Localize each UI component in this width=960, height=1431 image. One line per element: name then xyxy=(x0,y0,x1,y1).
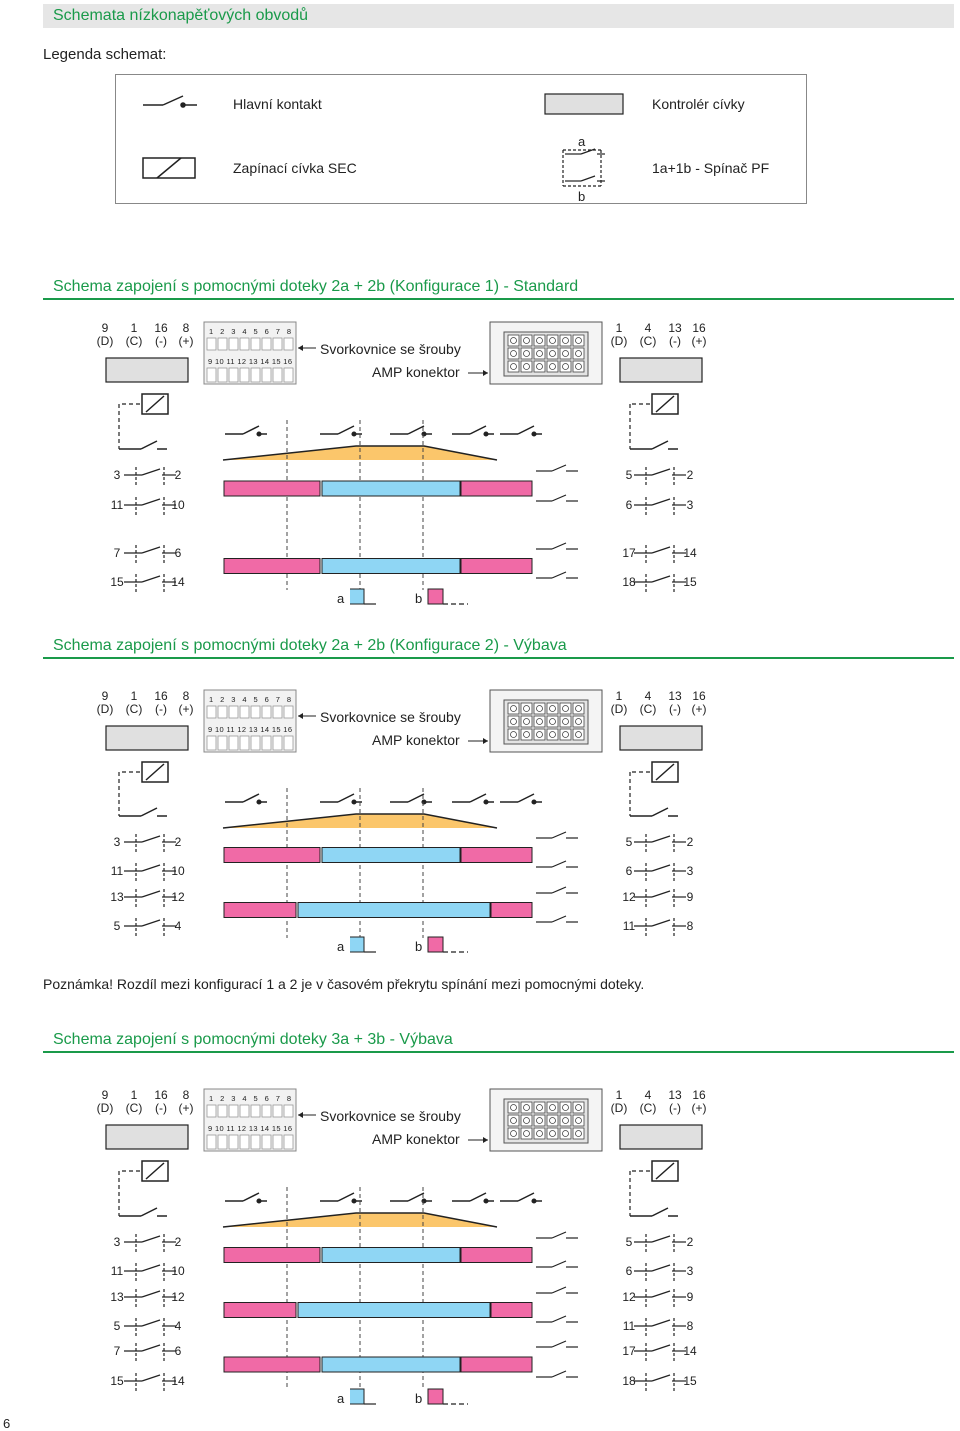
terminal-code: (C) xyxy=(125,702,143,716)
terminal-number: 13 xyxy=(668,689,682,703)
legend-pf-switch: 1a+1b - Spínač PF xyxy=(652,160,770,176)
terminal-code: (+) xyxy=(691,1101,707,1115)
screw-terminal-block xyxy=(204,1089,296,1151)
pf-a-label: a xyxy=(578,134,586,149)
aux-contact-icon xyxy=(124,1318,176,1336)
terminal-code: (C) xyxy=(639,334,657,348)
terminal-number: 16 xyxy=(692,1088,706,1102)
aux-terminal-number: 15 xyxy=(683,1374,697,1388)
wiring-diagram xyxy=(0,1085,960,1414)
aux-terminal-number: 12 xyxy=(622,890,636,904)
pointer-arrowhead xyxy=(298,1112,303,1118)
marker-a-swatch xyxy=(350,1389,364,1404)
aux-terminal-number: 6 xyxy=(174,1344,182,1358)
aux-terminal-number: 11 xyxy=(110,1264,124,1278)
timing-band-open xyxy=(461,481,532,496)
main-contact-icon xyxy=(452,426,494,436)
terminal-code: (D) xyxy=(610,702,628,716)
page-number: 6 xyxy=(3,1416,11,1431)
terminal-code: (D) xyxy=(610,1101,628,1115)
coil-controller-right xyxy=(620,726,702,750)
timing-switch-icon xyxy=(536,1316,578,1322)
timing-band-open xyxy=(491,903,532,918)
coil-controller-left xyxy=(106,1125,188,1149)
screw-terminal-label: Svorkovnice se šrouby xyxy=(320,1108,461,1124)
aux-terminal-number: 2 xyxy=(174,1235,182,1249)
aux-terminal-number: 3 xyxy=(686,1264,694,1278)
main-contact-icon xyxy=(225,426,267,436)
amp-connector-label: AMP konektor xyxy=(372,732,460,748)
aux-contact-icon xyxy=(634,1234,686,1252)
aux-terminal-number: 6 xyxy=(625,1264,633,1278)
page-header xyxy=(43,4,954,28)
timing-band-open xyxy=(461,1357,532,1372)
marker-a-swatch xyxy=(350,937,364,952)
aux-contact-icon xyxy=(634,863,686,881)
marker-b-swatch xyxy=(428,589,443,604)
aux-terminal-number: 3 xyxy=(686,498,694,512)
aux-terminal-number: 7 xyxy=(113,546,121,560)
aux-contact-icon xyxy=(634,889,686,907)
terminal-number: 4 xyxy=(644,689,652,703)
aux-terminal-number: 12 xyxy=(171,1290,185,1304)
aux-terminal-number: 14 xyxy=(171,575,185,589)
timing-switch-icon xyxy=(536,543,578,549)
terminal-code: (C) xyxy=(125,1101,143,1115)
timing-switch-icon xyxy=(536,495,578,501)
aux-terminal-number: 12 xyxy=(171,890,185,904)
main-contact-icon xyxy=(390,426,432,436)
aux-terminal-number: 11 xyxy=(110,498,124,512)
aux-terminal-number: 15 xyxy=(110,1374,124,1388)
timing-band-closed xyxy=(322,559,460,574)
terminal-code: (-) xyxy=(669,334,681,348)
timing-band-open xyxy=(461,1248,532,1263)
marker-b-label: b xyxy=(415,591,423,606)
terminal-code: (-) xyxy=(155,334,167,348)
pointer-arrowhead xyxy=(298,345,303,351)
terminal-number: 16 xyxy=(154,1088,168,1102)
aux-terminal-number: 14 xyxy=(171,1374,185,1388)
aux-terminal-number: 10 xyxy=(171,1264,185,1278)
terminal-number: 16 xyxy=(692,321,706,335)
aux-contact-icon xyxy=(124,545,176,563)
aux-contact-icon xyxy=(124,1289,176,1307)
terminal-number: 4 xyxy=(644,321,652,335)
main-contact-icon xyxy=(452,794,494,804)
block-top-numbers: 1 2 3 4 5 6 7 8 xyxy=(209,327,291,336)
terminal-code: (C) xyxy=(639,702,657,716)
marker-a-label: a xyxy=(337,1391,345,1406)
aux-terminal-number: 6 xyxy=(625,864,633,878)
aux-terminal-number: 11 xyxy=(110,864,124,878)
main-contact-icon xyxy=(225,1193,267,1203)
marker-b-label: b xyxy=(415,939,423,954)
aux-contact-icon xyxy=(634,1373,686,1391)
section-rule xyxy=(43,1051,954,1053)
coil-contact-icon xyxy=(119,1208,167,1216)
pf-switch-icon xyxy=(563,149,605,186)
aux-terminal-number: 3 xyxy=(686,864,694,878)
section-title: Schema zapojení s pomocnými doteky 2a + 2b (Konfigurace 1) - Standard xyxy=(53,278,579,295)
aux-terminal-number: 17 xyxy=(622,546,636,560)
timing-band-open xyxy=(461,559,532,574)
page-title: Schemata nízkonapěťových obvodů xyxy=(53,7,309,24)
legend-closing-coil: Zapínací cívka SEC xyxy=(233,160,357,176)
terminal-number: 9 xyxy=(101,321,109,335)
terminal-number: 16 xyxy=(692,689,706,703)
terminal-number: 16 xyxy=(154,321,168,335)
aux-contact-icon xyxy=(124,863,176,881)
amp-connector xyxy=(490,1089,602,1151)
aux-contact-icon xyxy=(634,918,686,936)
wiring-diagram xyxy=(0,318,960,614)
block-bottom-numbers: 9 10 11 12 13 14 15 16 xyxy=(208,1124,292,1133)
aux-terminal-number: 5 xyxy=(625,835,633,849)
aux-terminal-number: 14 xyxy=(683,546,697,560)
terminal-code: (-) xyxy=(155,1101,167,1115)
terminal-number: 13 xyxy=(668,321,682,335)
timing-band-open xyxy=(224,481,320,496)
section-rule xyxy=(43,298,954,300)
aux-terminal-number: 12 xyxy=(622,1290,636,1304)
aux-terminal-number: 13 xyxy=(110,1290,124,1304)
timing-switch-icon xyxy=(536,1232,578,1238)
aux-terminal-number: 2 xyxy=(174,468,182,482)
aux-terminal-number: 11 xyxy=(622,1319,636,1333)
timing-band-closed xyxy=(322,1357,460,1372)
aux-terminal-number: 2 xyxy=(686,468,694,482)
aux-contact-icon xyxy=(634,1343,686,1361)
timing-band-open xyxy=(224,848,320,863)
aux-contact-icon xyxy=(634,467,686,485)
aux-terminal-number: 18 xyxy=(622,1374,636,1388)
aux-terminal-number: 4 xyxy=(174,919,182,933)
aux-contact-icon xyxy=(634,497,686,515)
terminal-code: (D) xyxy=(610,334,628,348)
terminal-code: (-) xyxy=(669,702,681,716)
timing-band-closed xyxy=(322,848,460,863)
timing-switch-icon xyxy=(536,861,578,867)
terminal-number: 1 xyxy=(615,321,623,335)
terminal-code: (+) xyxy=(178,1101,194,1115)
wiring-diagram xyxy=(0,686,960,962)
terminal-code: (+) xyxy=(691,334,707,348)
note-text: Poznámka! Rozdíl mezi konfigurací 1 a 2 je v časovém překrytu spínání mezi pomocnými doteky. xyxy=(43,976,645,992)
aux-terminal-number: 8 xyxy=(686,919,694,933)
screw-terminal-block xyxy=(204,690,296,752)
main-contact-icon xyxy=(500,794,542,804)
aux-terminal-number: 17 xyxy=(622,1344,636,1358)
coil-contact-icon xyxy=(630,441,678,449)
timing-band-open xyxy=(224,1357,320,1372)
main-contact-icon xyxy=(390,794,432,804)
aux-terminal-number: 10 xyxy=(171,498,185,512)
aux-terminal-number: 14 xyxy=(683,1344,697,1358)
terminal-code: (C) xyxy=(125,334,143,348)
main-contact-icon xyxy=(500,1193,542,1203)
coil-contact-icon xyxy=(630,808,678,816)
coil-controller-icon xyxy=(545,94,623,114)
aux-contact-icon xyxy=(124,834,176,852)
aux-terminal-number: 15 xyxy=(110,575,124,589)
marker-b-swatch xyxy=(428,937,443,952)
pointer-arrowhead xyxy=(483,738,488,744)
terminal-number: 1 xyxy=(615,1088,623,1102)
amp-connector-label: AMP konektor xyxy=(372,1131,460,1147)
aux-contact-icon xyxy=(634,574,686,592)
aux-terminal-number: 11 xyxy=(622,919,636,933)
timing-switch-icon xyxy=(536,1261,578,1267)
aux-contact-icon xyxy=(634,1289,686,1307)
timing-band-open xyxy=(224,559,320,574)
aux-terminal-number: 3 xyxy=(113,1235,121,1249)
aux-terminal-number: 5 xyxy=(113,919,121,933)
marker-a-label: a xyxy=(337,939,345,954)
timing-switch-icon xyxy=(536,1287,578,1293)
aux-contact-icon xyxy=(124,1234,176,1252)
timing-switch-icon xyxy=(536,887,578,893)
marker-b-swatch xyxy=(428,1389,443,1404)
main-contact-icon xyxy=(452,1193,494,1203)
aux-contact-icon xyxy=(124,467,176,485)
pointer-arrowhead xyxy=(483,1137,488,1143)
aux-terminal-number: 6 xyxy=(174,546,182,560)
aux-contact-icon xyxy=(124,497,176,515)
aux-terminal-number: 18 xyxy=(622,575,636,589)
section-title: Schema zapojení s pomocnými doteky 2a + 2b (Konfigurace 2) - Výbava xyxy=(53,637,567,654)
aux-contact-icon xyxy=(124,1343,176,1361)
terminal-number: 1 xyxy=(130,1088,138,1102)
pointer-arrowhead xyxy=(483,370,488,376)
coil-contact-icon xyxy=(119,441,167,449)
pointer-arrowhead xyxy=(298,713,303,719)
terminal-number: 8 xyxy=(182,321,190,335)
timing-switch-icon xyxy=(536,916,578,922)
main-contact-icon xyxy=(225,794,267,804)
aux-contact-icon xyxy=(124,889,176,907)
screw-terminal-block xyxy=(204,322,296,384)
amp-connector xyxy=(490,690,602,752)
aux-contact-icon xyxy=(124,1373,176,1391)
aux-contact-icon xyxy=(634,1263,686,1281)
pf-b-label: b xyxy=(578,189,586,204)
aux-terminal-number: 15 xyxy=(683,575,697,589)
timing-switch-icon xyxy=(536,1371,578,1377)
coil-controller-right xyxy=(620,1125,702,1149)
aux-terminal-number: 2 xyxy=(174,835,182,849)
amp-connector-label: AMP konektor xyxy=(372,364,460,380)
terminal-number: 1 xyxy=(130,321,138,335)
aux-terminal-number: 8 xyxy=(686,1319,694,1333)
amp-connector xyxy=(490,322,602,384)
main-contact-icon xyxy=(500,426,542,436)
timing-band-closed xyxy=(298,1303,490,1318)
timing-band-open xyxy=(224,903,296,918)
main-contact-icon xyxy=(320,794,362,804)
terminal-code: (+) xyxy=(178,334,194,348)
section-rule xyxy=(43,657,954,659)
timing-band-open xyxy=(491,1303,532,1318)
aux-terminal-number: 3 xyxy=(113,468,121,482)
coil-controller-left xyxy=(106,358,188,382)
marker-a-label: a xyxy=(337,591,345,606)
terminal-code: (-) xyxy=(155,702,167,716)
terminal-code: (D) xyxy=(96,334,114,348)
legend-coil-controller: Kontrolér cívky xyxy=(652,96,745,112)
terminal-number: 8 xyxy=(182,689,190,703)
timing-switch-icon xyxy=(536,465,578,471)
timing-switch-icon xyxy=(536,832,578,838)
aux-terminal-number: 5 xyxy=(625,1235,633,1249)
terminal-number: 1 xyxy=(130,689,138,703)
timing-switch-icon xyxy=(536,572,578,578)
terminal-code: (D) xyxy=(96,702,114,716)
aux-terminal-number: 13 xyxy=(110,890,124,904)
block-bottom-numbers: 9 10 11 12 13 14 15 16 xyxy=(208,725,292,734)
legend-symbols xyxy=(115,74,807,204)
timing-band-open xyxy=(461,848,532,863)
terminal-number: 8 xyxy=(182,1088,190,1102)
screw-terminal-label: Svorkovnice se šrouby xyxy=(320,709,461,725)
main-contact-icon xyxy=(143,96,197,107)
aux-contact-icon xyxy=(634,1318,686,1336)
terminal-number: 9 xyxy=(101,1088,109,1102)
timing-band-closed xyxy=(298,903,490,918)
timing-band-closed xyxy=(322,481,460,496)
terminal-number: 16 xyxy=(154,689,168,703)
terminal-code: (-) xyxy=(669,1101,681,1115)
block-bottom-numbers: 9 10 11 12 13 14 15 16 xyxy=(208,357,292,366)
aux-terminal-number: 2 xyxy=(686,835,694,849)
terminal-number: 4 xyxy=(644,1088,652,1102)
terminal-number: 9 xyxy=(101,689,109,703)
terminal-number: 1 xyxy=(615,689,623,703)
aux-terminal-number: 7 xyxy=(113,1344,121,1358)
coil-controller-right xyxy=(620,358,702,382)
main-contact-icon xyxy=(320,426,362,436)
block-top-numbers: 1 2 3 4 5 6 7 8 xyxy=(209,1094,291,1103)
aux-terminal-number: 3 xyxy=(113,835,121,849)
aux-terminal-number: 9 xyxy=(686,890,694,904)
terminal-number: 13 xyxy=(668,1088,682,1102)
aux-terminal-number: 10 xyxy=(171,864,185,878)
closing-coil-icon xyxy=(143,158,195,178)
timing-band-closed xyxy=(322,1248,460,1263)
aux-contact-icon xyxy=(124,1263,176,1281)
aux-terminal-number: 9 xyxy=(686,1290,694,1304)
coil-contact-icon xyxy=(630,1208,678,1216)
aux-terminal-number: 5 xyxy=(625,468,633,482)
terminal-code: (D) xyxy=(96,1101,114,1115)
screw-terminal-label: Svorkovnice se šrouby xyxy=(320,341,461,357)
main-contact-icon xyxy=(320,1193,362,1203)
aux-terminal-number: 5 xyxy=(113,1319,121,1333)
timing-band-open xyxy=(224,1303,296,1318)
aux-contact-icon xyxy=(634,545,686,563)
aux-terminal-number: 4 xyxy=(174,1319,182,1333)
marker-a-swatch xyxy=(350,589,364,604)
timing-band-open xyxy=(224,1248,320,1263)
coil-contact-icon xyxy=(119,808,167,816)
block-top-numbers: 1 2 3 4 5 6 7 8 xyxy=(209,695,291,704)
aux-terminal-number: 6 xyxy=(625,498,633,512)
aux-contact-icon xyxy=(124,918,176,936)
legend-label: Legenda schemat: xyxy=(43,46,167,63)
aux-terminal-number: 2 xyxy=(686,1235,694,1249)
timing-switch-icon xyxy=(536,1341,578,1347)
marker-b-label: b xyxy=(415,1391,423,1406)
aux-contact-icon xyxy=(124,574,176,592)
section-title: Schema zapojení s pomocnými doteky 3a + 3b - Výbava xyxy=(53,1031,453,1048)
aux-contact-icon xyxy=(634,834,686,852)
coil-controller-left xyxy=(106,726,188,750)
legend-main-contact: Hlavní kontakt xyxy=(233,96,322,112)
terminal-code: (+) xyxy=(178,702,194,716)
terminal-code: (+) xyxy=(691,702,707,716)
terminal-code: (C) xyxy=(639,1101,657,1115)
main-contact-icon xyxy=(390,1193,432,1203)
